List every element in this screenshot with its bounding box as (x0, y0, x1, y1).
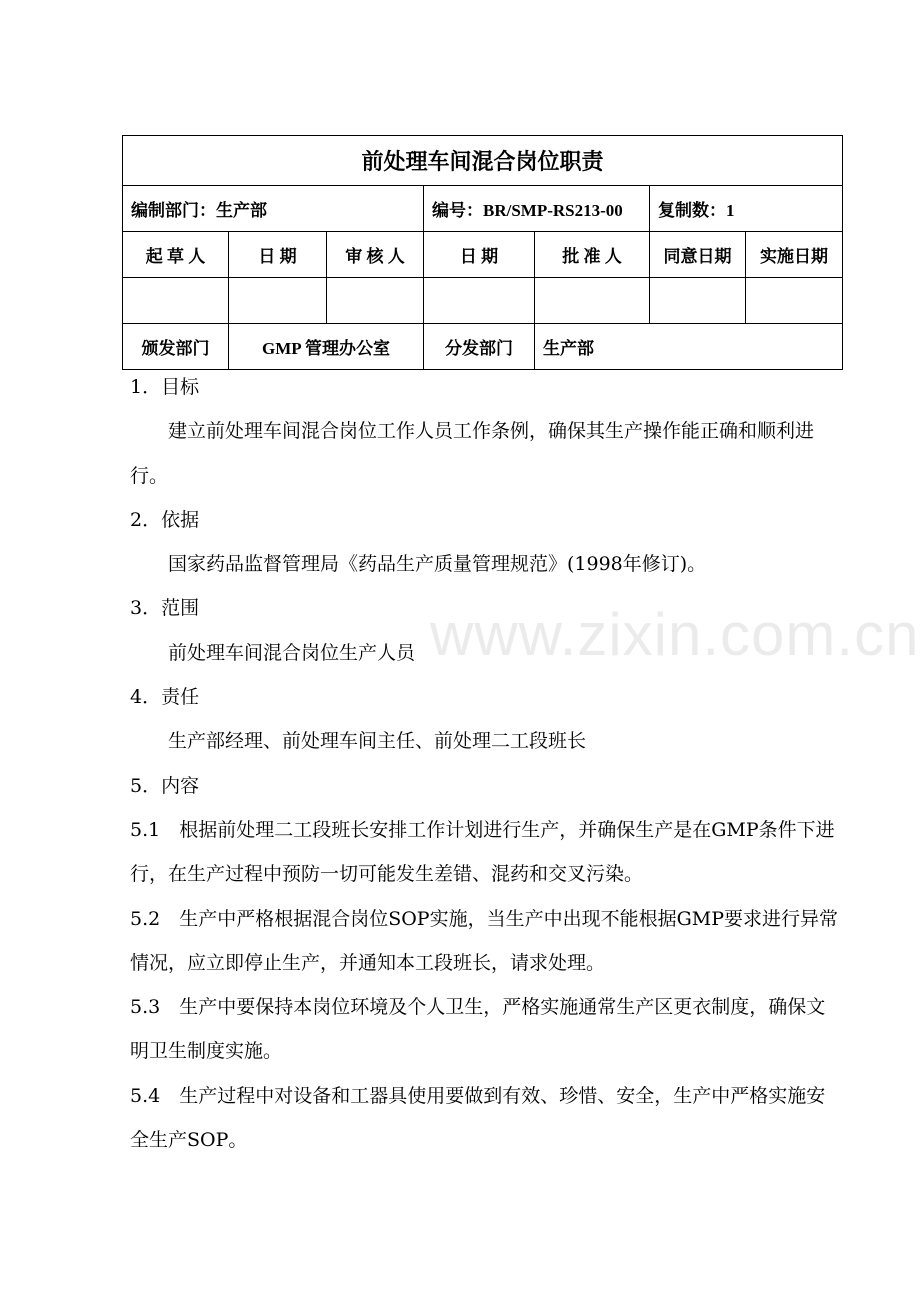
document-title: 前处理车间混合岗位职责 (123, 136, 843, 186)
col-date: 日 期 (229, 232, 327, 278)
document-body (130, 365, 842, 1162)
section-body: 生产部经理、前处理车间主任、前处理二工段班长 (168, 730, 587, 753)
col-date: 日 期 (424, 232, 535, 278)
signature-cell (650, 278, 746, 324)
col-reviewer: 审 核 人 (327, 232, 424, 278)
col-approver: 批 准 人 (535, 232, 650, 278)
signature-cell (123, 278, 229, 324)
col-drafter: 起 草 人 (123, 232, 229, 278)
copies-label: 复制数：1 (650, 186, 843, 232)
signature-cell (746, 278, 843, 324)
section-body: 建立前处理车间混合岗位工作人员工作条例，确保其生产操作能正确和顺利进行。 (130, 420, 815, 487)
section-body: 前处理车间混合岗位生产人员 (168, 641, 416, 664)
document-header-table (122, 135, 843, 370)
signature-cell (424, 278, 535, 324)
section-heading: 4．责任 (130, 686, 200, 709)
content-item: 5.1 根据前处理二工段班长安排工作计划进行生产，并确保生产是在GMP条件下进行，在生产过程中预防一切可能发生差错、混药和交叉污染。 (130, 818, 835, 886)
issue-dept-value: GMP 管理办公室 (229, 324, 424, 370)
col-agree-date: 同意日期 (650, 232, 746, 278)
content-item: 5.4 生产过程中对设备和工器具使用要做到有效、珍惜、安全，生产中严格实施安全生产SOP。 (130, 1084, 826, 1152)
col-effective-date: 实施日期 (746, 232, 843, 278)
watermark: www.zixin.com.cn (430, 601, 920, 668)
signature-row (123, 278, 843, 324)
code-label: 编号：BR/SMP-RS213-00 (424, 186, 650, 232)
section-heading: 3．范围 (130, 597, 200, 620)
section-body: 国家药品监督管理局《药品生产质量管理规范》(1998年修订)。 (168, 553, 707, 576)
content-item: 5.2 生产中严格根据混合岗位SOP实施，当生产中出现不能根据GMP要求进行异常情况，应立即停止生产，并通知本工段班长，请求处理。 (130, 907, 839, 974)
dept-label: 编制部门：生产部 (123, 186, 424, 232)
section-heading: 2．依据 (130, 508, 200, 531)
signature-cell (229, 278, 327, 324)
dist-dept-label: 分发部门 (424, 324, 535, 370)
content-item: 5.3 生产中要保持本岗位环境及个人卫生，严格实施通常生产区更衣制度，确保文明卫生制度实施。 (130, 996, 826, 1063)
dist-dept-value: 生产部 (535, 324, 843, 370)
section-heading: 1．目标 (130, 376, 200, 398)
signature-cell (535, 278, 650, 324)
issue-dept-label: 颁发部门 (123, 324, 229, 370)
signature-cell (327, 278, 424, 324)
section-heading: 5．内容 (130, 774, 200, 797)
